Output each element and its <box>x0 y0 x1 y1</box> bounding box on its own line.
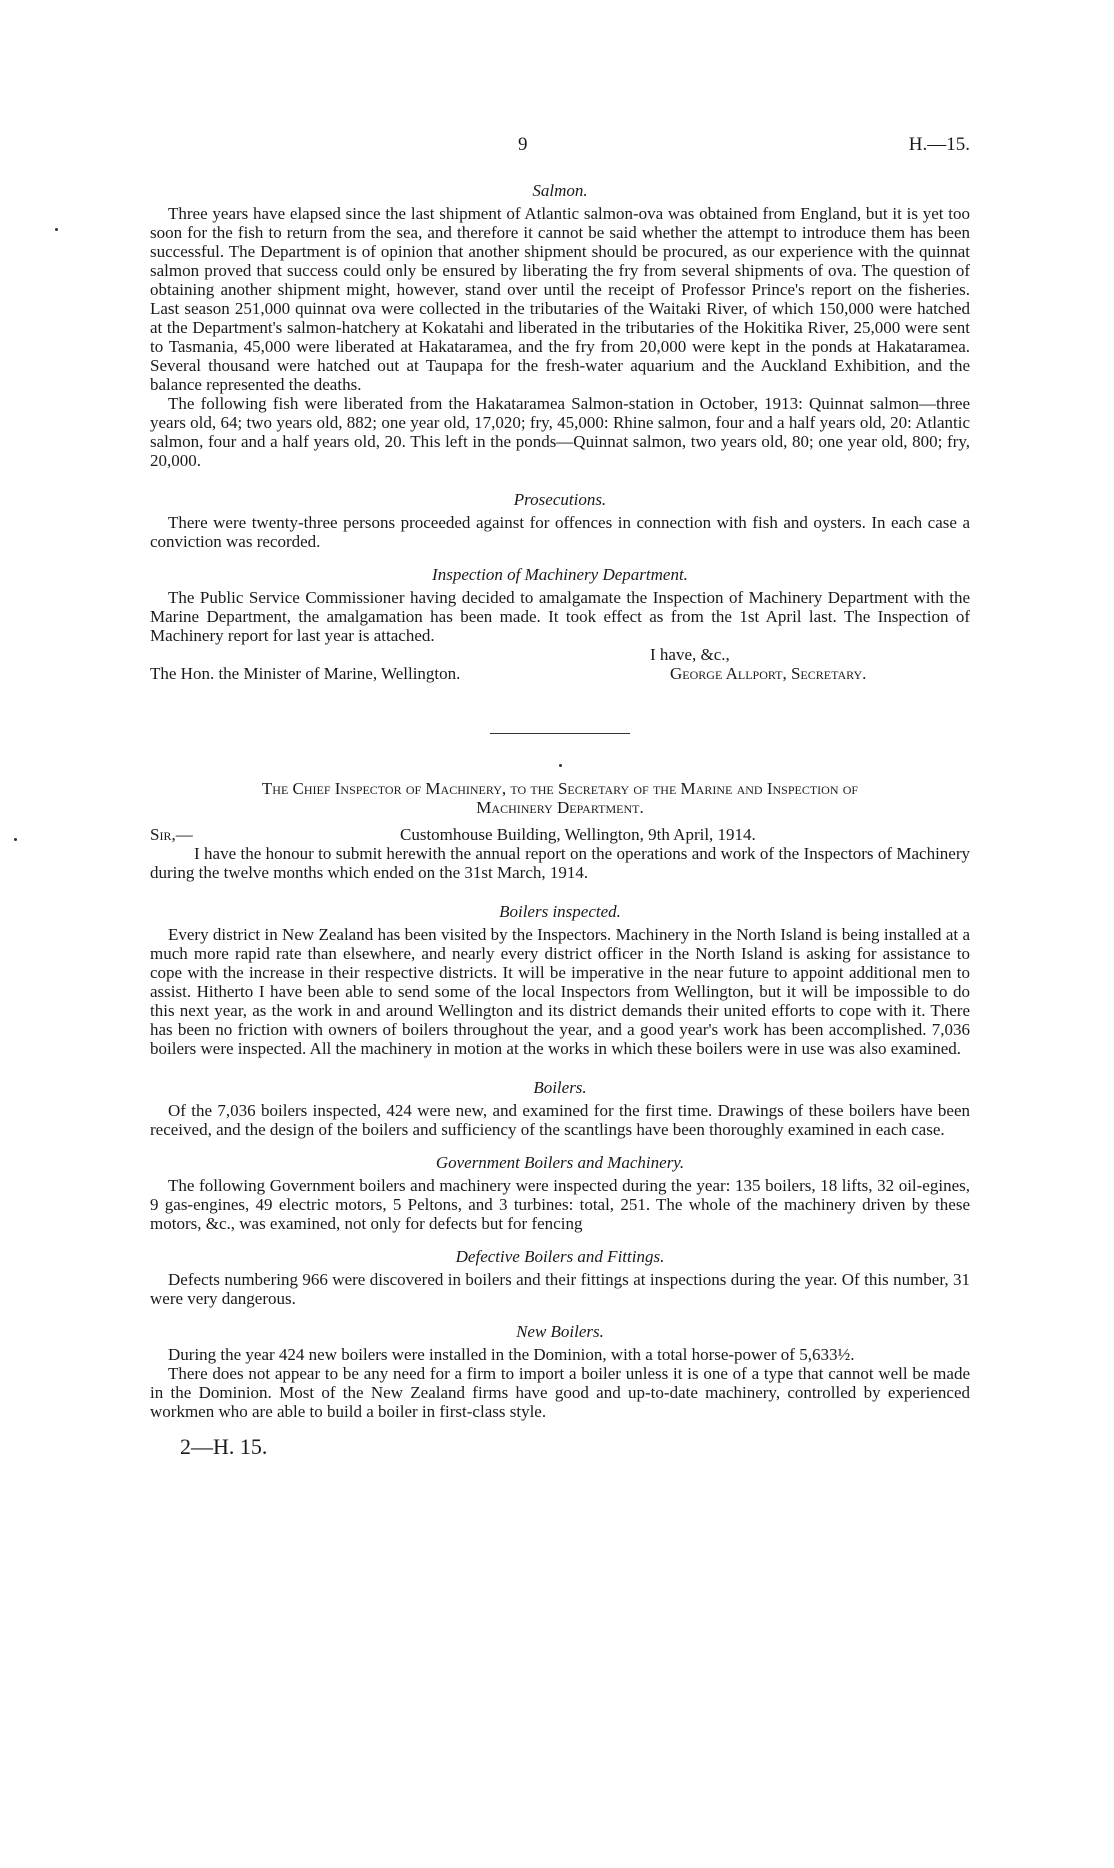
section-heading-salmon: Salmon. <box>532 181 588 200</box>
paragraph: Three years have elapsed since the last shipment of Atlantic salmon-ova was obtained from England, but it is yet too soon for the fish to return from the sea, and therefore it cannot be said whether the attempt to introduce them has been successful. The Department is of opinion that another shipment should be procured, as our experience with the quinnat salmon proved that success could only be ensured by liberating the fry from several shipments of ova. The question of obtaining another shipment might, however, stand over until the receipt of Professor Prince's report on the fisheries. Last season 251,000 quinnat ova were collected in the tributaries of the Waitaki River, of which 150,000 were hatched at the Department's salmon-hatchery at Kokatahi and liberated in the tributaries of the Hokitika River, 25,000 were sent to Tasmania, 45,000 were liberated at Hakataramea, and the fry from 20,000 were kept in the ponds at Hakataramea. Several thousand were hatched out at Taupapa for the fresh-water aquarium and the Auckland Exhibition, and the balance represented the deaths. <box>150 204 970 394</box>
signature: George Allport, Secretary. <box>670 664 867 683</box>
section-heading-government: Government Boilers and Machinery. <box>435 1153 685 1172</box>
section-heading-boilers-inspected: Boilers inspected. <box>499 902 621 921</box>
divider <box>490 733 630 734</box>
paragraph: Defects numbering 966 were discovered in boilers and their fittings at inspections during the year. Of this number, 31 were very dangerous. <box>150 1270 970 1308</box>
paragraph: Of the 7,036 boilers inspected, 424 were new, and examined for the first time. Drawings of these boilers have been received, and the design of the boilers and sufficiency of the scantlings have been thoroughly examined in each case. <box>150 1101 970 1139</box>
section-heading-boilers: Boilers. <box>533 1078 587 1097</box>
page-header <box>150 135 970 159</box>
section-heading-inspection: Inspection of Machinery Department. <box>432 565 688 584</box>
page-number: 9 <box>518 134 528 155</box>
document-code: H.—15. <box>908 134 970 155</box>
divider-dot <box>559 764 562 767</box>
section-heading-defective: Defective Boilers and Fittings. <box>455 1247 665 1266</box>
signoff-block <box>150 645 970 683</box>
margin-mark <box>55 228 58 231</box>
paragraph: During the year 424 new boilers were installed in the Dominion, with a total horse-power of 5,633½. <box>168 1345 855 1364</box>
letter-title <box>150 779 970 817</box>
salutation-line <box>150 825 970 844</box>
addressee: The Hon. the Minister of Marine, Wellington. <box>150 664 461 683</box>
section-heading-new-boilers: New Boilers. <box>516 1322 604 1341</box>
salutation: Sir,— <box>150 825 193 844</box>
footer-signature-code: 2—H. 15. <box>180 1434 268 1459</box>
paragraph: The following Government boilers and machinery were inspected during the year: 135 boilers, 18 lifts, 32 oil-egines, 9 gas-engines, 49 electric motors, 5 Peltons, and 3 turbines: total, 251. The whole of the machinery driven by these motors, &c., was examined, not only for defects but for fencing <box>150 1176 970 1233</box>
letter-title-line: The Chief Inspector of Machinery, to the Secretary of the Marine and Inspection of <box>261 779 859 798</box>
page-content <box>150 181 970 1459</box>
section-heading-prosecutions: Prosecutions. <box>513 490 607 509</box>
letter-address: Customhouse Building, Wellington, 9th April, 1914. <box>400 825 756 844</box>
paragraph: There does not appear to be any need for a firm to import a boiler unless it is one of a type that cannot well be made in the Dominion. Most of the New Zealand firms have good and up-to-date machinery, controlled by experienced workmen who are able to build a boiler in first-class style. <box>150 1364 970 1421</box>
paragraph: The Public Service Commissioner having decided to amalgamate the Inspection of Machinery Department with the Marine Department, the amalgamation has been made. It took effect as from the 1st April last. The Inspection of Machinery report for last year is attached. <box>150 588 970 645</box>
paragraph: The following fish were liberated from the Hakataramea Salmon-station in October, 1913: Quinnat salmon—three years old, 64; two years old, 882; one year old, 17,020; fry, 45,000: Rhine salmon, four and a half years old, 20: Atlantic salmon, four and a half years old, 20. This left in the ponds—Quinnat salmon, two years old, 80; one year old, 800; fry, 20,000. <box>150 394 970 470</box>
margin-mark <box>14 838 17 841</box>
letter-title-line: Machinery Department. <box>476 798 644 817</box>
paragraph: There were twenty-three persons proceeded against for offences in connection with fish and oysters. In each case a conviction was recorded. <box>150 513 970 551</box>
paragraph: Every district in New Zealand has been visited by the Inspectors. Machinery in the North Island is being installed at a much more rapid rate than elsewhere, and nearly every district officer in the North Island is asking for assistance to cope with the increase in their respective districts. It will be imperative in the near future to appoint additional men to assist. Hitherto I have been able to send some of the local Inspectors from Wellington, but it will be impossible to do this next year, as the work in and around Wellington and its district demands their united efforts to cope with it. There has been no friction with owners of boilers throughout the year, and a good year's work has been accomplished. 7,036 boilers were inspected. All the machinery in motion at the works in which these boilers were in use was also examined. <box>150 925 970 1058</box>
paragraph: I have the honour to submit herewith the annual report on the operations and work of the Inspectors of Machinery during the twelve months which ended on the 31st March, 1914. <box>150 844 970 882</box>
closing: I have, &c., <box>650 645 730 664</box>
